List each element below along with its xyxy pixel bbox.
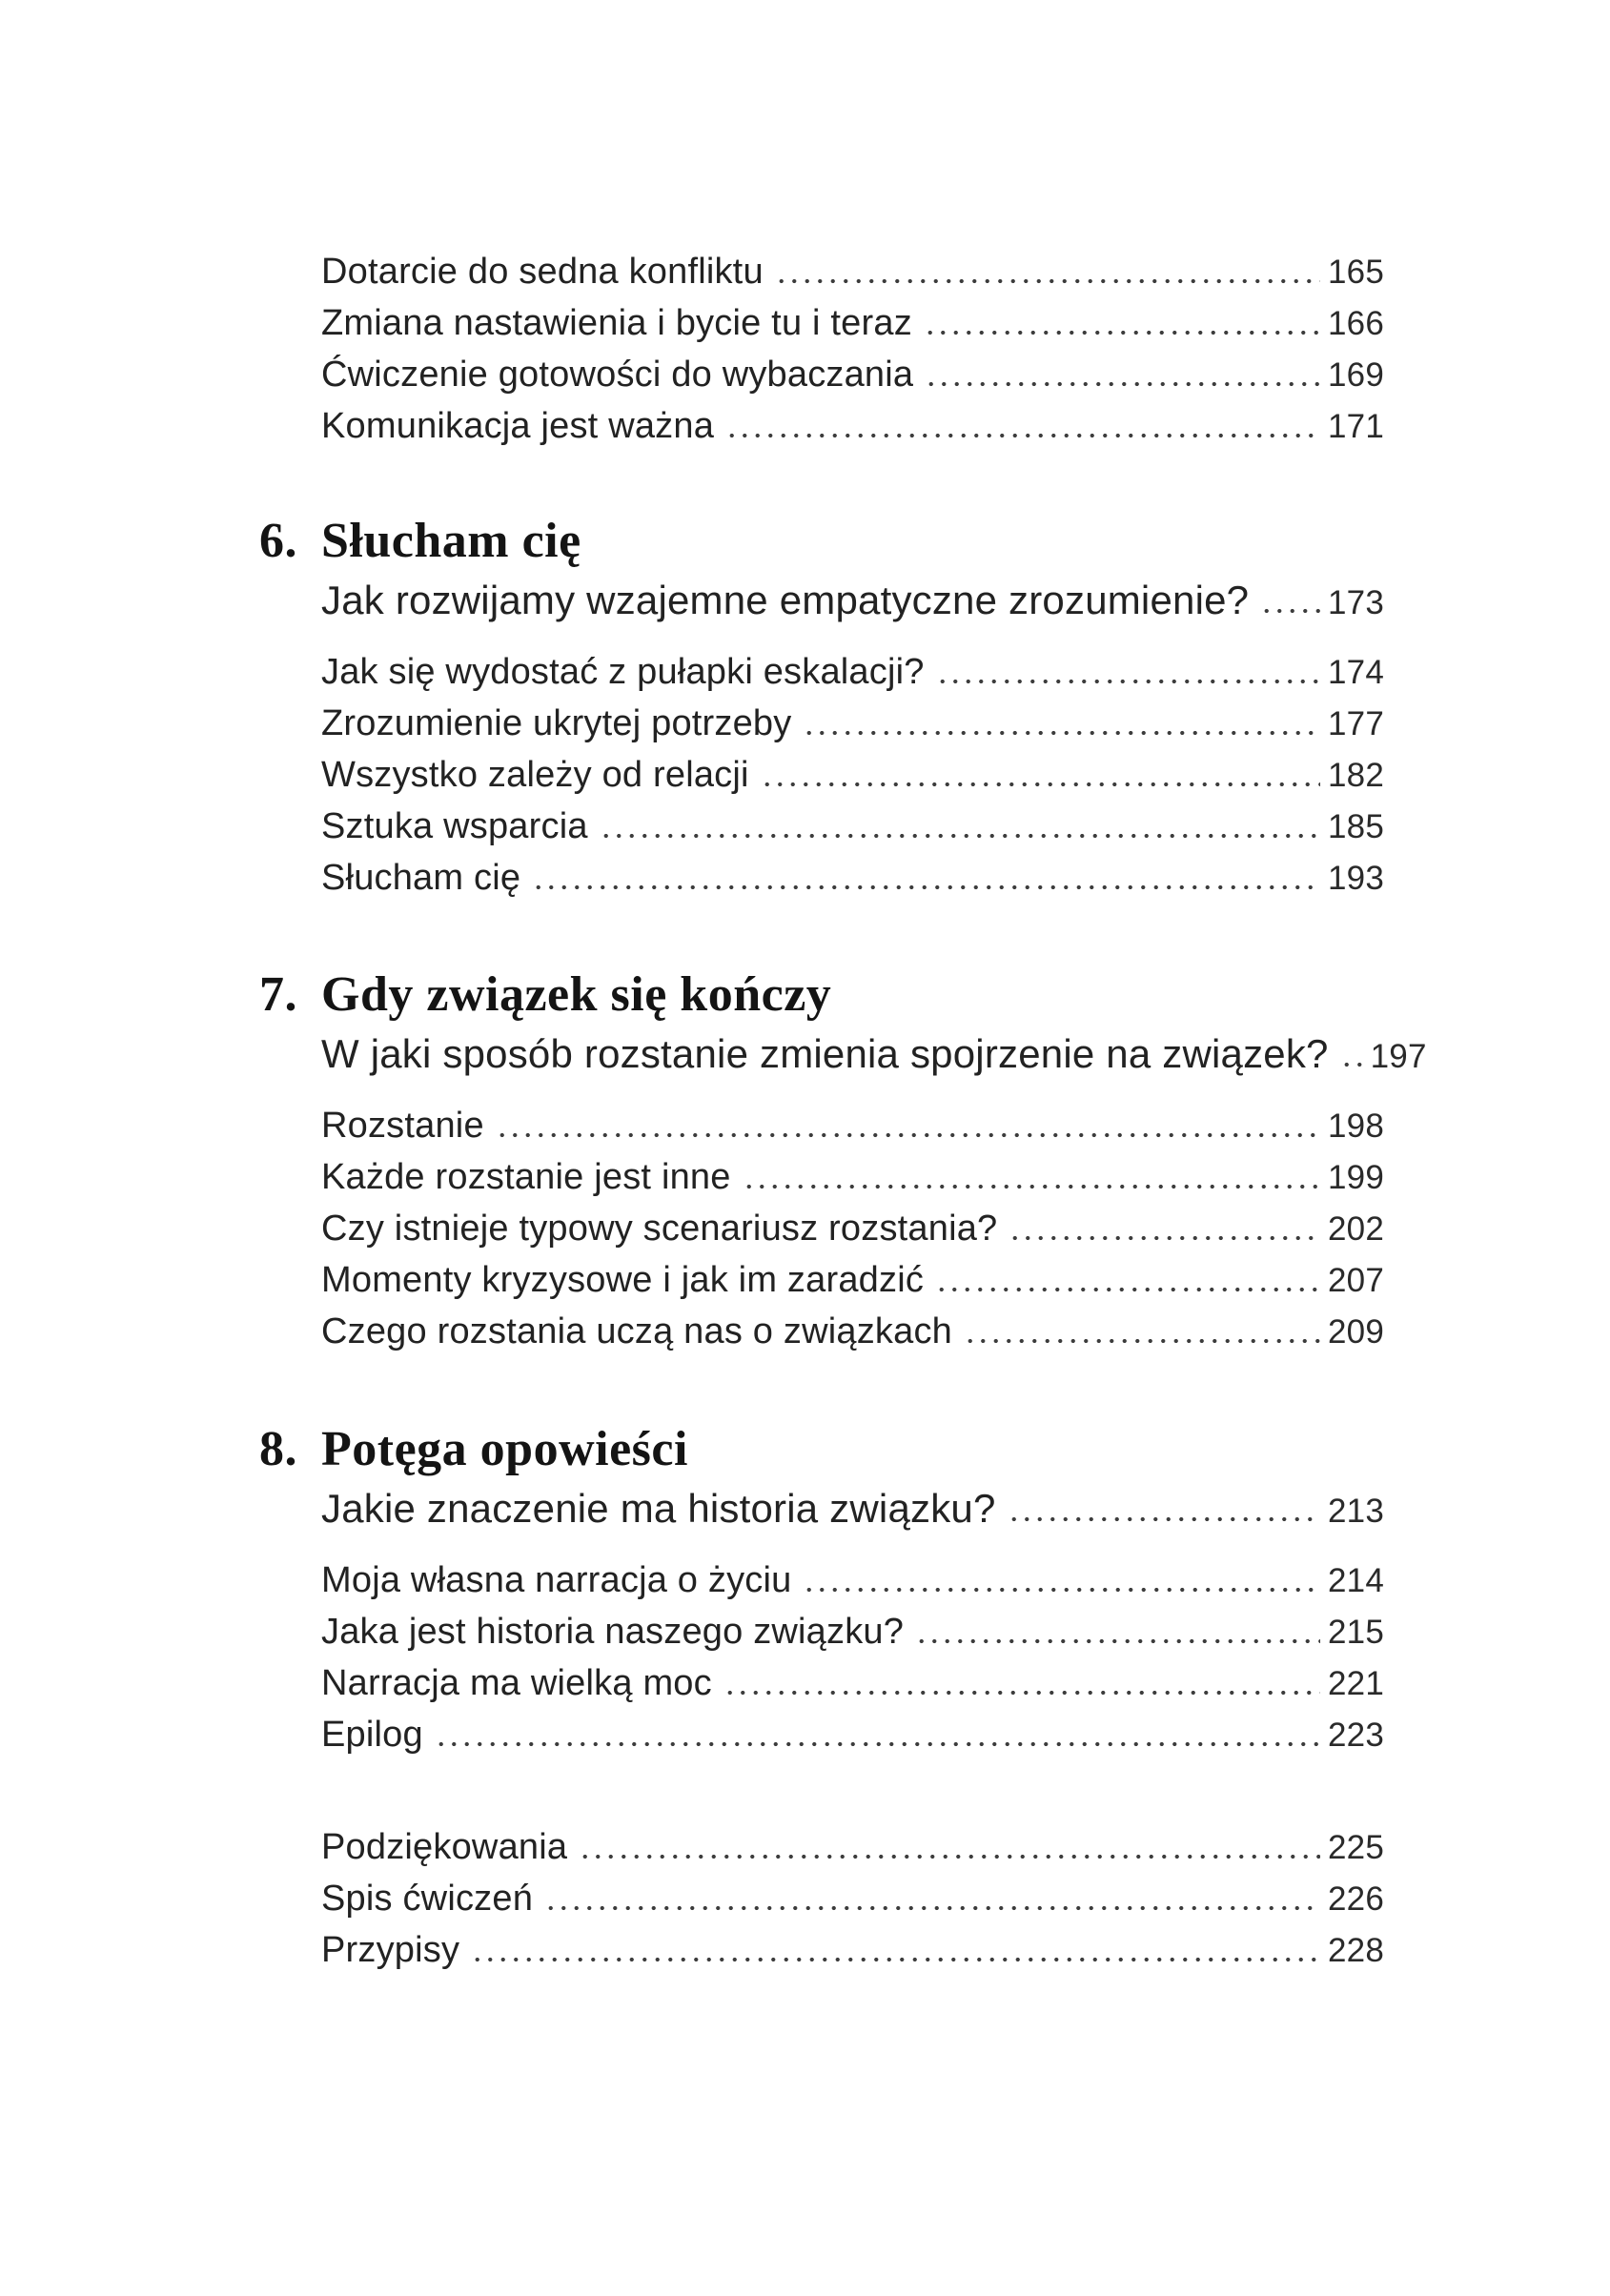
dotted-leader: [924, 297, 1320, 349]
toc-entry-page: 177: [1328, 705, 1384, 742]
toc-entry-label: Czego rozstania uczą nas o związkach: [321, 1311, 952, 1351]
toc-entry-page: 193: [1328, 860, 1384, 897]
toc-entry-label: Komunikacja jest ważna: [321, 406, 715, 446]
dotted-leader: [915, 1606, 1320, 1657]
dotted-leader: [471, 1924, 1320, 1976]
toc-entry: [321, 1821, 1384, 1873]
chapter-page: 213: [1328, 1493, 1384, 1530]
toc-entry: [321, 698, 1384, 749]
dotted-leader: [723, 1657, 1320, 1709]
chapter-items: [259, 1554, 1384, 1760]
chapter-heading: [259, 1419, 1384, 1480]
chapter-subtitle-row: [321, 572, 1384, 629]
toc-entry-label: Epilog: [321, 1715, 423, 1755]
toc-entry-label: Sztuka wsparcia: [321, 806, 588, 846]
toc-entry-label: Jaka jest historia naszego związku?: [321, 1612, 905, 1652]
dotted-leader: [761, 749, 1320, 801]
toc-entry-page: 228: [1328, 1932, 1384, 1969]
dotted-leader: [1008, 1480, 1320, 1537]
toc-entry: [321, 1873, 1384, 1924]
chapter-section-6: [259, 511, 1384, 904]
toc-entry-page: 174: [1328, 654, 1384, 691]
toc-entry: [321, 349, 1384, 400]
chapter-section-8: [259, 1419, 1384, 1760]
toc-entry: [321, 1657, 1384, 1709]
toc-entry-page: 225: [1328, 1829, 1384, 1866]
toc-block-end: [259, 1821, 1384, 1976]
toc-entry: [321, 749, 1384, 801]
dotted-leader: [725, 400, 1320, 452]
dotted-leader: [803, 1554, 1320, 1606]
chapter-subtitle: Jakie znaczenie ma historia związku?: [321, 1486, 996, 1531]
toc-entry-label: Jak się wydostać z pułapki eskalacji?: [321, 652, 925, 692]
dotted-leader: [803, 698, 1320, 749]
dotted-leader: [936, 646, 1320, 698]
chapter-page: 197: [1370, 1038, 1427, 1075]
toc-entry-label: Rozstanie: [321, 1106, 484, 1146]
toc-entry-page: 214: [1328, 1562, 1384, 1599]
toc-entry-page: 165: [1328, 254, 1384, 291]
toc-entry-page: 209: [1328, 1313, 1384, 1351]
toc-entry-page: 221: [1328, 1665, 1384, 1702]
dotted-leader: [775, 246, 1320, 297]
toc-entry: [321, 646, 1384, 698]
toc-entry-label: Słucham cię: [321, 858, 521, 898]
dotted-leader: [579, 1821, 1320, 1873]
toc-entry-label: Każde rozstanie jest inne: [321, 1157, 731, 1197]
toc-entry-page: 185: [1328, 808, 1384, 845]
chapter-section-7: [259, 965, 1427, 1357]
dotted-leader: [496, 1100, 1320, 1151]
toc-entry: [321, 297, 1384, 349]
chapter-heading: [259, 965, 1384, 1026]
toc-entry: [321, 1924, 1384, 1976]
chapter-number: 7.: [259, 967, 297, 1022]
toc-entry-page: 171: [1328, 408, 1384, 445]
dotted-leader: [435, 1709, 1320, 1760]
toc-entry: [321, 1606, 1384, 1657]
toc-entry-page: 166: [1328, 305, 1384, 342]
dotted-leader: [1340, 1026, 1363, 1083]
toc-entry-label: Moja własna narracja o życiu: [321, 1560, 792, 1600]
chapter-title: Słucham cię: [321, 514, 581, 568]
dotted-leader: [964, 1306, 1320, 1357]
toc-entry: [321, 1306, 1384, 1357]
toc-entry: [321, 852, 1384, 904]
toc-entry-page: 223: [1328, 1717, 1384, 1754]
chapter-number: 6.: [259, 514, 297, 568]
dotted-leader: [925, 349, 1320, 400]
toc-entry-label: Wszystko zależy od relacji: [321, 755, 749, 795]
toc-entry-label: Czy istnieje typowy scenariusz rozstania?: [321, 1209, 998, 1249]
toc-block-pre: [259, 246, 1384, 452]
toc-entry-label: Narracja ma wielką moc: [321, 1663, 712, 1703]
chapter-heading: [259, 511, 1384, 572]
toc-entry: [321, 1203, 1384, 1254]
dotted-leader: [544, 1873, 1320, 1924]
toc-entry-page: 226: [1328, 1880, 1384, 1918]
chapter-subtitle-row: [321, 1480, 1384, 1537]
chapter-number: 8.: [259, 1422, 297, 1476]
chapter-items: [259, 646, 1384, 904]
toc-entry-label: Zrozumienie ukrytej potrzeby: [321, 703, 792, 743]
chapter-subtitle: W jaki sposób rozstanie zmienia spojrzenie na związek?: [321, 1031, 1329, 1076]
toc-entry: [321, 1709, 1384, 1760]
toc-entry-label: Przypisy: [321, 1930, 460, 1970]
toc-entry-page: 169: [1328, 356, 1384, 394]
toc-entry-page: 207: [1328, 1262, 1384, 1299]
toc-entry: [321, 1554, 1384, 1606]
toc-entry-label: Spis ćwiczeń: [321, 1879, 534, 1919]
toc-entry-label: Momenty kryzysowe i jak im zaradzić: [321, 1260, 925, 1300]
dotted-leader: [935, 1254, 1320, 1306]
toc-entry: [321, 1151, 1384, 1203]
chapter-title: Potęga opowieści: [321, 1422, 688, 1476]
toc-entry-label: Podziękowania: [321, 1827, 568, 1867]
toc-entry-page: 198: [1328, 1107, 1384, 1145]
dotted-leader: [532, 852, 1320, 904]
chapter-subtitle: Jak rozwijamy wzajemne empatyczne zrozumienie?: [321, 578, 1250, 622]
chapter-page: 173: [1328, 584, 1384, 621]
dotted-leader: [1009, 1203, 1320, 1254]
toc-entry-page: 215: [1328, 1614, 1384, 1651]
toc-entry-page: 182: [1328, 757, 1384, 794]
chapter-subtitle-row: [321, 1026, 1427, 1083]
toc-entry-label: Zmiana nastawienia i bycie tu i teraz: [321, 303, 912, 343]
toc-entry: [321, 801, 1384, 852]
toc-entry: [321, 1254, 1384, 1306]
dotted-leader: [743, 1151, 1320, 1203]
dotted-leader: [600, 801, 1320, 852]
toc-entry: [321, 1100, 1384, 1151]
toc-entry-label: Dotarcie do sedna konfliktu: [321, 252, 764, 292]
dotted-leader: [1260, 572, 1320, 629]
toc-entry-page: 199: [1328, 1159, 1384, 1196]
toc-entry-page: 202: [1328, 1210, 1384, 1248]
toc-entry: [321, 246, 1384, 297]
toc-entry-label: Ćwiczenie gotowości do wybaczania: [321, 355, 914, 395]
toc-entry: [321, 400, 1384, 452]
chapter-title: Gdy związek się kończy: [321, 967, 832, 1022]
chapter-items: [259, 1100, 1384, 1357]
